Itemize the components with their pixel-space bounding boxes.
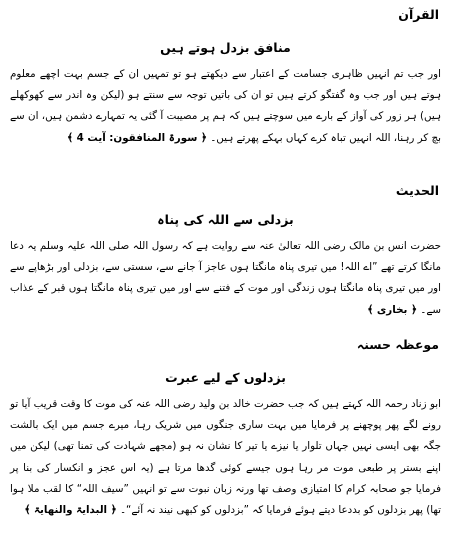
hadith-heading: بزدلی سے اللہ کی پناہ — [157, 212, 294, 227]
quran-heading: منافق بزدل ہوتے ہیں — [160, 40, 291, 55]
quran-section-label: القرآن — [398, 7, 439, 22]
lesson-text: ابو زناد رحمہ اللہ کہتے ہیں کہ جب حضرت خالد بن ولید رضی اللہ عنہ کی موت کا وقت قریب آیا تو رونے لگے پھر پوچھنے پر فرمایا میں بہت ساری جنگوں میں شریک رہا، میرے جسم میں ایک بالشت جگہ بھی ایسی نہیں جہاں تلوار یا نیزے یا تیر کا نشان نہ ہو (مجھے شہادت کی تمنا تھی) لیکن میں اپنے بستر پر طبعی موت مر رہا ہوں جیسے کوئی گدھا مرتا ہے (یہ اس عجز و انکسار کی بنا پر فرمایا جو صحابہ کرام کا امتیازی وصف تھا ورنہ زبان نبوت سے تو انہیں ”سیف اللہ“ کا لقب ملا ہوا تھا) پھر بزدلوں کو بددعا دیتے ہوئے فرمایا کہ ”بزدلوں کو کبھی نیند نہ آئے“۔ — [10, 398, 441, 517]
hadith-text: حضرت انس بن مالک رضی اللہ تعالیٰ عنہ سے روایت ہے کہ رسول اللہ صلی اللہ علیہ وسلم یہ دعا مانگا کرتے تھے ”اے اللہ! میں تیری پناہ مانگتا ہوں عاجز آ جانے سے، سستی سے، بزدلی اور بڑھاپے سے اور میں تیری پناہ مانگتا ہوں زندگی اور موت کے فتنے سے اور میں تیری پناہ مانگتا ہوں قبر کے عذاب سے۔ — [10, 240, 441, 316]
hadith-reference: ﴿ بخاری ﴾ — [367, 303, 418, 316]
quran-paragraph — [10, 64, 441, 149]
lesson-reference: ﴿ البدایۃ والنھایۃ ﴾ — [24, 504, 117, 517]
lesson-section-label: موعظہ حسنہ — [356, 337, 439, 352]
lesson-heading: بزدلوں کے لیے عبرت — [165, 370, 286, 385]
hadith-section-label: الحدیث — [395, 183, 439, 198]
hadith-paragraph — [10, 236, 441, 321]
lesson-paragraph — [10, 394, 441, 521]
quran-reference: ﴿ سورۃ المنافقون: آیت 4 ﴾ — [67, 131, 207, 144]
quran-text: اور جب تم انہیں ظاہری جسامت کے اعتبار سے دیکھتے ہو تو تمہیں ان کے جسم بہت اچھے معلوم ہوتے ہیں اور جب وہ گفتگو کرتے ہیں تو ان کی باتیں توجہ سے سنتے ہو (لیکن وہ اندر سے کھوکھلے ہیں) ہر زور کی آواز کے بارے میں سوچتے ہیں کہ ہم پر مصیبت آ گئی یہ تمہارے دشمن ہیں، ان سے بچ کر رہنا، اللہ انہیں تباہ کرے کہاں بہکے پھرتے ہیں۔ — [10, 68, 441, 144]
